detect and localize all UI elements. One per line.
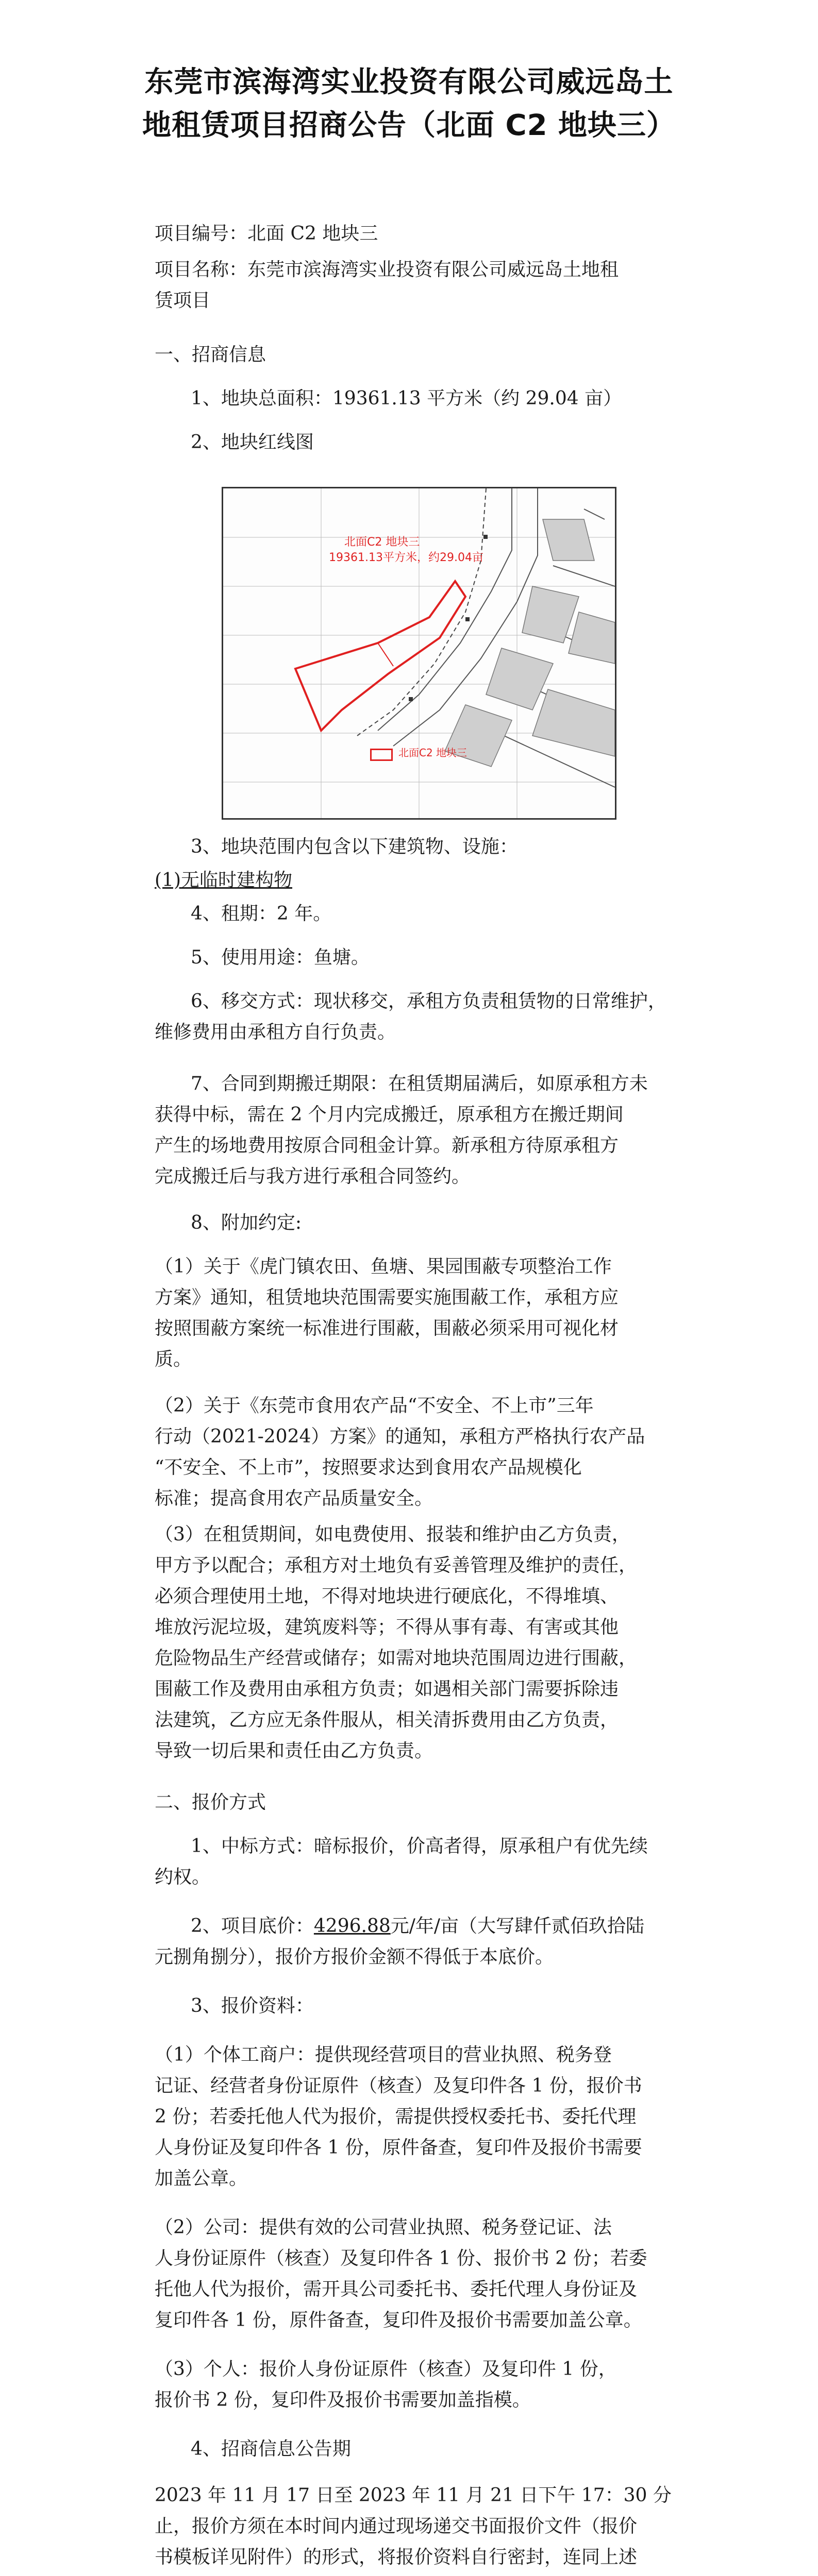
annex-1-line-3: 按照围蔽方案统一标准进行围蔽，围蔽必须采用可视化材 [155,1318,619,1339]
notice-title [0,61,818,147]
expiry-line-3: 产生的场地费用按原合同租金计算。新承租方待原承租方 [155,1135,619,1156]
map-plot-area-label: 19361.13平方米，约29.04亩 [329,551,483,564]
annex-3-line-6: 围蔽工作及费用由承租方负责；如遇相关部门需要拆除违 [155,1679,619,1700]
section-1-heading: 一、招商信息 [155,344,266,365]
annex-2-line-1: （2）关于《东莞市食用农产品“不安全、不上市”三年 [155,1395,594,1416]
land-usage: 5、使用用途：鱼塘。 [191,947,370,968]
annex-3-line-1: （3）在租赁期间，如电费使用、报装和维护由乙方负责， [155,1524,630,1545]
plot-redline-map [222,487,616,820]
annex-1-line-4: 质。 [155,1349,192,1370]
docs-3-line-2: 报价书 2 份，复印件及报价书需要加盖指模。 [155,2389,531,2411]
annex-3-line-7: 法建筑，乙方应无条件服从，相关清拆费用由乙方负责， [155,1709,619,1731]
docs-2-line-3: 托他人代为报价，需开具公司委托书、委托代理人身份证及 [155,2279,638,2300]
annex-3-line-8: 导致一切后果和责任由乙方负责。 [155,1740,433,1761]
bid-method-line-1: 1、中标方式：暗标报价，价高者得，原承租户有优先续 [191,1836,648,1857]
bid-docs-heading: 3、报价资料： [191,1995,314,2016]
base-price-line-1 [191,1911,644,1941]
lease-term: 4、租期：2 年。 [191,903,332,924]
annex-1-line-1: （1）关于《虎门镇农田、鱼塘、果园围蔽专项整治工作 [155,1256,612,1277]
docs-1-line-2: 记证、经营者身份证原件（核查）及复印件各 1 份，报价书 [155,2075,642,2096]
project-name-line-2: 赁项目 [155,290,211,311]
annex-2-line-2: 行动（2021-2024）方案》的通知，承租方严格执行农产品 [155,1426,645,1447]
annex-3-line-4: 堆放污泥垃圾，建筑废料等；不得从事有毒、有害或其他 [155,1617,619,1638]
handover-line-1: 6、移交方式：现状移交，承租方负责租赁物的日常维护， [191,991,666,1012]
annex-2-line-4: 标准；提高食用农产品质量安全。 [155,1488,433,1509]
expiry-line-2: 获得中标，需在 2 个月内完成搬迁，原承租方在搬迁期间 [155,1104,624,1125]
annex-3-line-3: 必须合理使用土地，不得对地块进行硬底化，不得堆填、 [155,1586,619,1607]
notice-period-line-1: 2023 年 11 月 17 日至 2023 年 11 月 21 日下午 17：30 分 [155,2485,672,2506]
notice-period-line-2: 止，报价方须在本时间内通过现场递交书面报价文件（报价 [155,2516,638,2537]
map-legend-swatch [370,749,393,761]
docs-1-line-4: 人身份证及复印件各 1 份，原件备查，复印件及报价书需要 [155,2137,642,2158]
base-price-prefix: 2、项目底价： [191,1916,314,1937]
base-price-line-2: 元捌角捌分），报价方报价金额不得低于本底价。 [155,1946,554,1968]
base-price-value: 4296.88 [313,1916,391,1937]
project-number: 项目编号：北面 C2 地块三 [155,223,378,244]
annex-2-line-3: “不安全、不上市”，按照要求达到食用农产品规模化 [155,1457,582,1478]
annex-3-line-2: 甲方予以配合；承租方对土地负有妥善管理及维护的责任， [155,1555,638,1576]
docs-1-line-1: （1）个体工商户：提供现经营项目的营业执照、税务登 [155,2044,612,2065]
expiry-line-1: 7、合同到期搬迁期限：在租赁期届满后，如原承租方未 [191,1073,648,1094]
notice-period-heading: 4、招商信息公告期 [191,2438,351,2460]
title-line-2: 地租赁项目招商公告（北面 C2 地块三） [142,109,676,142]
docs-2-line-4: 复印件各 1 份，原件备查，复印件及报价书需要加盖公章。 [155,2310,642,2331]
docs-2-line-2: 人身份证原件（核查）及复印件各 1 份、报价书 2 份；若委 [155,2248,647,2269]
docs-2-line-1: （2）公司：提供有效的公司营业执照、税务登记证、法 [155,2217,612,2238]
map-plot-name-label: 北面C2 地块三 [344,536,420,549]
expiry-line-4: 完成搬迁后与我方进行承租合同签约。 [155,1166,471,1187]
handover-line-2: 维修费用由承租方自行负责。 [155,1022,396,1043]
notice-period-line-4 [155,2573,452,2576]
base-price-suffix: 元/年/亩（大写肆仟贰佰玖拾陆 [390,1916,645,1937]
plot-area: 1、地块总面积：19361.13 平方米（约 29.04 亩） [191,388,622,409]
title-line-1: 东莞市滨海湾实业投资有限公司威远岛土 [144,65,674,99]
docs-3-line-1: （3）个人：报价人身份证原件（核查）及复印件 1 份， [155,2359,617,2380]
docs-1-line-5: 加盖公章。 [155,2168,248,2189]
section-2-heading: 二、报价方式 [155,1792,266,1813]
docs-1-line-3: 2 份；若委托他人代为报价，需提供授权委托书、委托代理 [155,2106,637,2127]
redline-heading: 2、地块红线图 [191,432,314,453]
buildings-detail: (1)无临时建构物 [155,870,292,891]
annex-heading: 8、附加约定: [191,1212,302,1233]
notice-period-line-3: 书模板详见附件）的形式，将报价资料自行密封，连同上述 [155,2547,638,2568]
buildings-heading: 3、地块范围内包含以下建筑物、设施： [191,836,518,857]
annex-3-line-5: 危险物品生产经营或储存；如需对地块范围周边进行围蔽， [155,1648,638,1669]
bid-method-line-2: 约权。 [155,1867,211,1888]
map-legend-label: 北面C2 地块三 [398,747,468,759]
annex-1-line-2: 方案》通知，租赁地块范围需要实施围蔽工作，承租方应 [155,1287,619,1308]
project-name-line-1: 项目名称：东莞市滨海湾实业投资有限公司威远岛土地租 [155,259,619,280]
